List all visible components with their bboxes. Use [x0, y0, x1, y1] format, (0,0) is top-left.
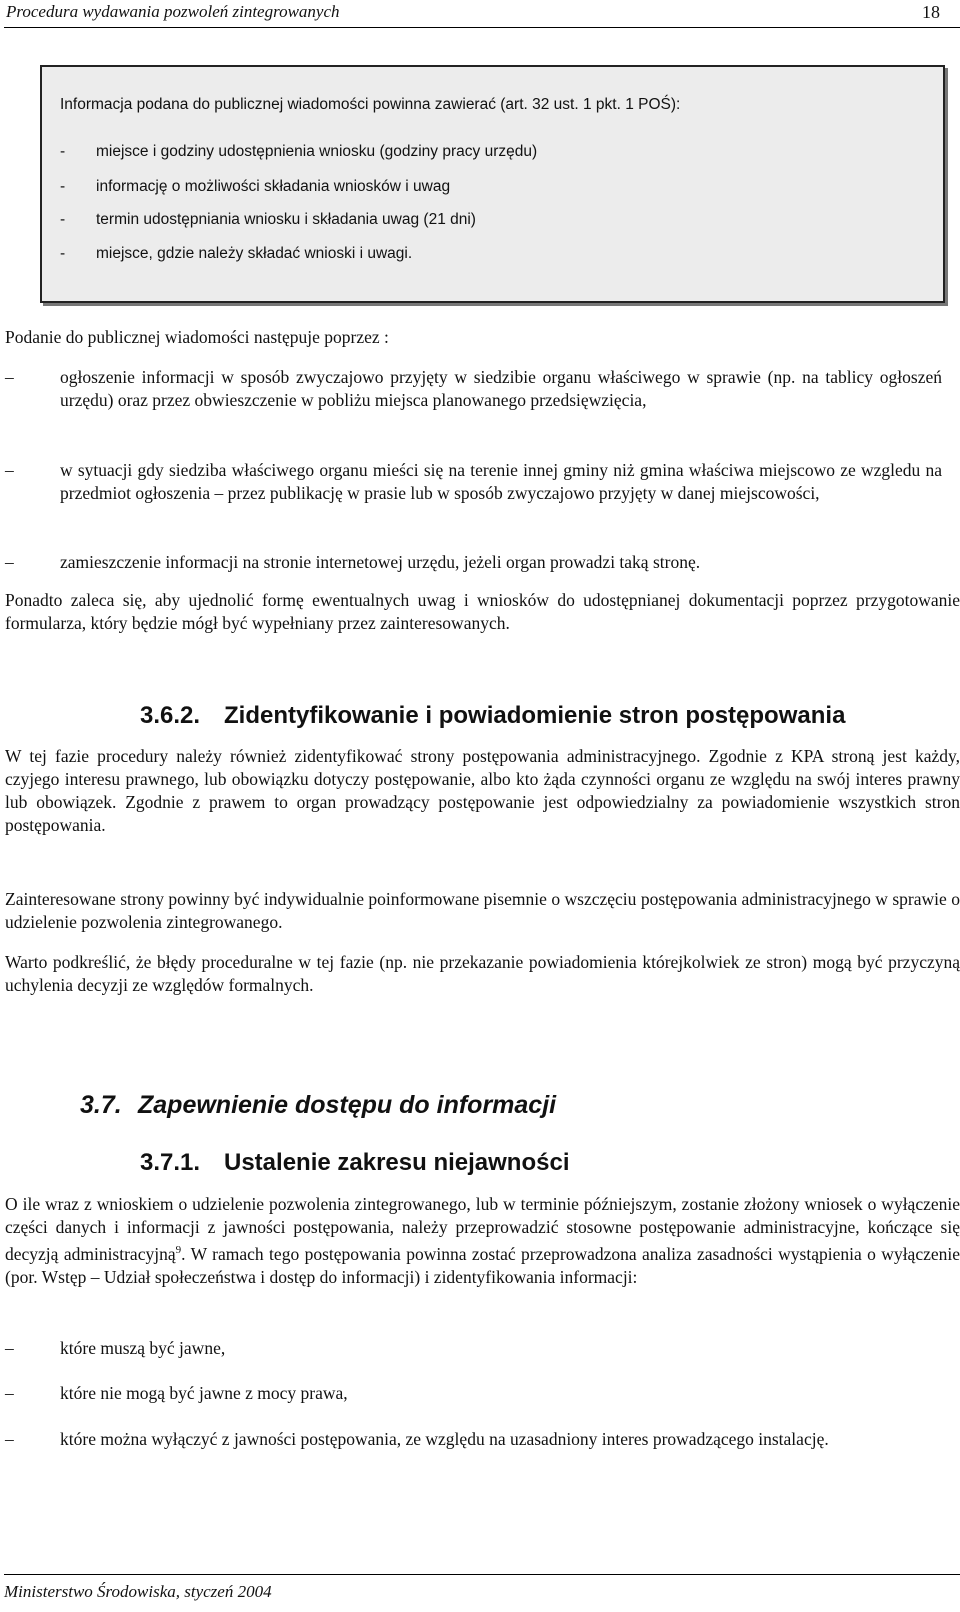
header-rule	[4, 27, 960, 28]
info-box	[40, 65, 945, 303]
section-number: 3.7.	[80, 1091, 122, 1119]
list-dash: –	[5, 1429, 14, 1449]
paragraph: Ponadto zaleca się, aby ujednolić formę ewentualnych uwag i wniosków do udostępnianej dokumentacji poprzez przygotowanie formularza, który będzie mógł być wypełniany przez zainteresowanych.	[5, 590, 960, 633]
info-box-item-text: miejsce, gdzie należy składać wnioski i uwagi.	[96, 245, 413, 262]
footer-text: Ministerstwo Środowiska, styczeń 2004	[4, 1582, 272, 1601]
list-dash: -	[60, 245, 66, 262]
list-dash: –	[5, 552, 14, 572]
list-dash: -	[60, 143, 66, 160]
section-title: Zapewnienie dostępu do informacji	[138, 1091, 557, 1119]
section-heading-3-7-1	[140, 1149, 569, 1177]
section-heading-3-6-2	[140, 702, 845, 730]
list-dash: -	[60, 178, 66, 195]
list-dash: -	[60, 211, 66, 228]
list-item-text: w sytuacji gdy siedziba właściwego organu mieści się na terenie innej gminy niż gmina właściwa miejscowo ze wzgledu na przedmiot ogłoszenia – przez publikację w prasie lub w sposób zwyczajowo przyjęty w danej miejscowości,	[60, 460, 942, 503]
list-item-text: ogłoszenie informacji w sposób zwyczajowo przyjęty w siedzibie organu właściwego w sprawie (np. na tablicy ogłoszeń urzędu) oraz przez obwieszczenie w pobliżu miejsca planowanego przedsięwzięcia,	[60, 367, 942, 410]
paragraph: Warto podkreślić, że błędy proceduralne w tej fazie (np. nie przekazanie powiadomienia którejkolwiek ze stron) mogą być przyczyną uchylenia decyzji ze względów formalnych.	[5, 952, 960, 995]
paragraph-text: O ile wraz z wnioskiem o udzielenie pozwolenia zintegrowanego, lub w terminie późniejszym, zostanie złożony wniosek o wyłączenie części danych i informacji z jawności postępowania, należy przeprowadzić stosowne postępowanie administracyjne, kończące się decyzją administracyjną	[5, 1194, 960, 1264]
section-title: Zidentyfikowanie i powiadomienie stron postępowania	[224, 702, 846, 729]
list-item-text: które nie mogą być jawne z mocy prawa,	[60, 1383, 348, 1403]
section-number: 3.7.1.	[140, 1149, 201, 1176]
section-heading-3-7	[80, 1091, 556, 1120]
document-title: Procedura wydawania pozwoleń zintegrowanych	[6, 2, 340, 21]
list-dash: –	[5, 1338, 14, 1358]
info-box-item-text: termin udostępniania wniosku i składania uwag (21 dni)	[96, 211, 476, 228]
page-number: 18	[922, 2, 940, 22]
paragraph-text: . W ramach tego postępowania powinna zostać przeprowadzona analiza zasadności wystąpienia o wyłączenie (por. Wstęp – Udział społeczeństwa i dostęp do informacji) i zidentyfikowania informacji:	[5, 1243, 960, 1287]
paragraph	[5, 1193, 960, 1289]
info-box-item-text: miejsce i godziny udostępnienia wniosku (godziny pracy urzędu)	[96, 143, 538, 160]
list-dash: –	[5, 1383, 14, 1403]
section-number: 3.6.2.	[140, 702, 201, 729]
paragraph: W tej fazie procedury należy również zidentyfikować strony postępowania administracyjnego. Zgodnie z KPA stroną jest każdy, czyjego interesu prawnego, lub obowiązku dotyczy postępowanie, albo kto żąda czynności organu ze względu na swój interes prawny lub obowiązek. Zgodnie z prawem to organ prowadzący postępowanie jest odpowiedzialny za powiadomienie wszystkich stron postępowania.	[5, 746, 960, 835]
list-dash: –	[5, 460, 14, 480]
footer-rule	[4, 1574, 960, 1575]
footnote-ref: 9	[175, 1244, 182, 1256]
paragraph: Podanie do publicznej wiadomości następuje poprzez :	[5, 327, 389, 347]
info-box-item-text: informację o możliwości składania wniosków i uwag	[96, 178, 451, 195]
page-footer	[4, 1582, 960, 1602]
list-item-text: które można wyłączyć z jawności postępowania, ze względu na uzasadniony interes prowadzącego instalację.	[60, 1429, 829, 1449]
section-title: Ustalenie zakresu niejawności	[224, 1149, 570, 1176]
list-item-text: które muszą być jawne,	[60, 1338, 226, 1358]
paragraph: Zainteresowane strony powinny być indywidualnie poinformowane pisemnie o wszczęciu postępowania administracyjnego w sprawie o udzielenie pozwolenia zintegrowanego.	[5, 889, 960, 932]
list-dash: –	[5, 367, 14, 387]
list-item-text: zamieszczenie informacji na stronie internetowej urzędu, jeżeli organ prowadzi taką stronę.	[60, 552, 701, 572]
page-header	[4, 0, 960, 28]
info-box-intro: Informacja podana do publicznej wiadomości powinna zawierać (art. 32 ust. 1 pkt. 1 POŚ):	[60, 96, 681, 113]
